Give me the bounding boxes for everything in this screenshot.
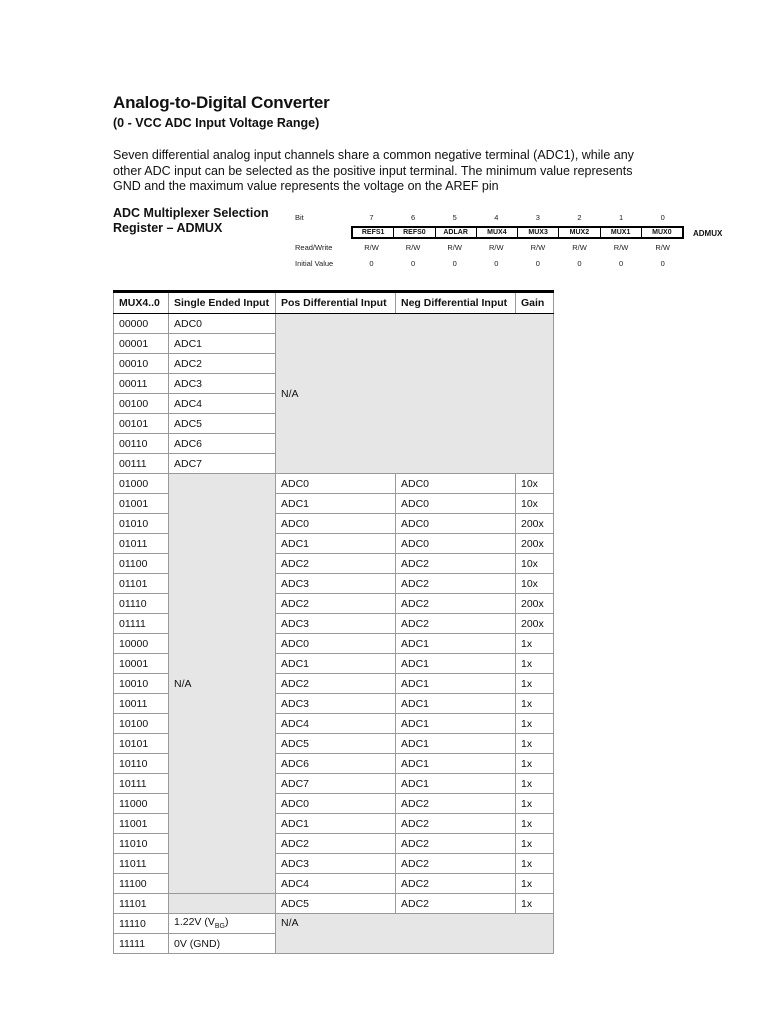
mux-code: 00000 [114,314,169,334]
input-text: 0V (GND) [174,937,221,950]
table-row [114,894,554,914]
page-title: Analog-to-Digital Converter [113,93,330,112]
pos-differential-input: ADC4 [276,714,396,734]
register-bit-mux2: MUX2 [559,228,600,237]
rw-value: R/W [364,243,379,252]
mux-code: 11101 [114,894,169,914]
intro-paragraph: Seven differential analog input channels share a common negative terminal (ADC1), while any other ADC input can be selected as the positive input terminal. The minimum value represents GND and the maximum value represents the voltage on the AREF pin [113,148,634,193]
initial-value: 0 [577,259,582,268]
empty-cell [169,894,276,914]
table-body [114,314,554,954]
gain-value: 1x [516,774,554,794]
pos-differential-input: ADC7 [276,774,396,794]
single-ended-input [169,934,276,954]
pos-differential-input: ADC3 [276,854,396,874]
register-bit-adlar: ADLAR [436,228,477,237]
register-bit-mux0: MUX0 [652,229,672,236]
header-neg-diff: Neg Differential Input [396,292,516,314]
pos-differential-input: ADC1 [276,654,396,674]
single-ended-input: ADC5 [169,414,276,434]
bit-number: 0 [660,213,665,222]
mux-code: 01010 [114,514,169,534]
mux-code: 10110 [114,754,169,774]
single-ended-input: ADC3 [169,374,276,394]
mux-code: 00101 [114,414,169,434]
neg-differential-input: ADC2 [396,614,516,634]
bit-number: 4 [494,213,499,222]
rw-value: R/W [489,243,504,252]
gain-value: 1x [516,674,554,694]
bit-number: 6 [411,213,416,222]
initial-value: 0 [619,259,624,268]
table-header-row [114,292,554,314]
table-row [114,474,554,494]
bit-number: 3 [535,213,540,222]
register-bit-mux1: MUX1 [601,228,642,237]
mux-code: 01011 [114,534,169,554]
pos-differential-input: ADC2 [276,834,396,854]
mux-code: 11001 [114,814,169,834]
gain-value: 200x [516,594,554,614]
neg-differential-input: ADC1 [396,714,516,734]
neg-differential-input: ADC0 [396,474,516,494]
gain-value: 1x [516,694,554,714]
pos-differential-input: ADC2 [276,554,396,574]
mux-code: 11110 [114,914,169,934]
init-row-label: Initial Value [295,259,334,268]
neg-differential-input: ADC0 [396,514,516,534]
initial-value: 0 [660,259,665,268]
single-ended-input: ADC2 [169,354,276,374]
gain-value: 1x [516,654,554,674]
gain-value: 1x [516,834,554,854]
header-single-ended: Single Ended Input [169,292,276,314]
pos-differential-input: ADC2 [276,594,396,614]
rw-row-label: Read/Write [295,243,333,252]
mux-code: 01100 [114,554,169,574]
single-ended-input: ADC0 [169,314,276,334]
rw-value: R/W [572,243,587,252]
mux-code: 11100 [114,874,169,894]
single-ended-input: ADC1 [169,334,276,354]
register-title [113,206,288,236]
mux-code: 01110 [114,594,169,614]
bit-number: 7 [369,213,374,222]
register-title-line2: Register – ADMUX [113,221,223,235]
single-ended-input: ADC7 [169,454,276,474]
mux-code: 10101 [114,734,169,754]
initial-value: 0 [494,259,499,268]
neg-differential-input: ADC2 [396,574,516,594]
pos-differential-input: ADC0 [276,794,396,814]
bit-number: 1 [619,213,624,222]
mux-code: 10111 [114,774,169,794]
mux-code: 00010 [114,354,169,374]
bit-number: 5 [452,213,457,222]
initial-value: 0 [452,259,457,268]
pos-differential-input: ADC0 [276,514,396,534]
register-bit-mux4: MUX4 [477,228,518,237]
single-ended-input: ADC6 [169,434,276,454]
mux-selection-table [113,290,554,954]
mux-code: 10011 [114,694,169,714]
neg-differential-input: ADC2 [396,854,516,874]
bit-number: 2 [577,213,582,222]
mux-code: 10100 [114,714,169,734]
mux-code: 11000 [114,794,169,814]
pos-differential-input: ADC5 [276,894,396,914]
bit-row-label: Bit [295,213,304,222]
table-row [114,314,554,334]
na-cell: N/A [276,914,554,954]
gain-value: 1x [516,874,554,894]
neg-differential-input: ADC2 [396,874,516,894]
register-title-line1: ADC Multiplexer Selection [113,206,269,220]
initial-value: 0 [411,259,416,268]
pos-differential-input: ADC6 [276,754,396,774]
initial-value: 0 [369,259,374,268]
mux-code: 00111 [114,454,169,474]
neg-differential-input: ADC2 [396,834,516,854]
gain-value: 1x [516,754,554,774]
neg-differential-input: ADC1 [396,654,516,674]
gain-value: 1x [516,734,554,754]
neg-differential-input: ADC1 [396,734,516,754]
rw-value: R/W [447,243,462,252]
input-text: 1.22V (V [174,916,215,929]
mux-code: 01111 [114,614,169,634]
pos-differential-input: ADC5 [276,734,396,754]
neg-differential-input: ADC2 [396,594,516,614]
pos-differential-input: ADC1 [276,494,396,514]
register-bit-refs0: REFS0 [394,228,435,237]
mux-code: 00011 [114,374,169,394]
gain-value: 1x [516,814,554,834]
neg-differential-input: ADC2 [396,554,516,574]
mux-code: 00110 [114,434,169,454]
gain-value: 1x [516,854,554,874]
na-cell: N/A [169,474,276,894]
gain-value: 1x [516,714,554,734]
neg-differential-input: ADC2 [396,794,516,814]
rw-value: R/W [613,243,629,252]
header-mux: MUX4..0 [114,292,169,314]
register-bit-mux3: MUX3 [518,228,559,237]
gain-value: 10x [516,494,554,514]
header-pos-diff: Pos Differential Input [276,292,396,314]
mux-code: 10010 [114,674,169,694]
neg-differential-input: ADC0 [396,534,516,554]
gain-value: 10x [516,574,554,594]
neg-differential-input: ADC1 [396,754,516,774]
mux-code: 01000 [114,474,169,494]
initial-value: 0 [535,259,540,268]
rw-value: R/W [405,243,421,252]
rw-value: R/W [655,243,670,252]
page-subtitle: (0 - VCC ADC Input Voltage Range) [113,116,320,130]
pos-differential-input: ADC2 [276,674,396,694]
input-subscript: BG [214,923,225,931]
pos-differential-input: ADC0 [276,634,396,654]
pos-differential-input: ADC4 [276,874,396,894]
mux-code: 01101 [114,574,169,594]
single-ended-input [169,914,276,934]
neg-differential-input: ADC1 [396,634,516,654]
neg-differential-input: ADC1 [396,774,516,794]
pos-differential-input: ADC3 [276,574,396,594]
mux-code: 11111 [114,934,169,954]
pos-differential-input: ADC1 [276,534,396,554]
gain-value: 1x [516,634,554,654]
header-gain: Gain [516,292,554,314]
pos-differential-input: ADC1 [276,814,396,834]
gain-value: 1x [516,894,554,914]
mux-code: 10000 [114,634,169,654]
mux-code: 11011 [114,854,169,874]
mux-code: 10001 [114,654,169,674]
mux-code: 11010 [114,834,169,854]
mux-code: 00001 [114,334,169,354]
mux-code: 00100 [114,394,169,414]
gain-value: 10x [516,554,554,574]
gain-value: 200x [516,514,554,534]
register-bit-refs1: REFS1 [353,228,394,237]
register-name: ADMUX [693,229,723,238]
pos-differential-input: ADC3 [276,614,396,634]
pos-differential-input: ADC3 [276,694,396,714]
gain-value: 200x [516,614,554,634]
neg-differential-input: ADC2 [396,814,516,834]
neg-differential-input: ADC0 [396,494,516,514]
gain-value: 200x [516,534,554,554]
rw-value: R/W [530,243,546,252]
neg-differential-input: ADC2 [396,894,516,914]
register-bits [351,226,684,239]
pos-differential-input: ADC0 [276,474,396,494]
single-ended-input: ADC4 [169,394,276,414]
input-text-end: ) [224,916,229,929]
neg-differential-input: ADC1 [396,694,516,714]
gain-value: 10x [516,474,554,494]
gain-value: 1x [516,794,554,814]
na-cell: N/A [276,314,554,474]
neg-differential-input: ADC1 [396,674,516,694]
table-row [114,914,554,934]
mux-code: 01001 [114,494,169,514]
